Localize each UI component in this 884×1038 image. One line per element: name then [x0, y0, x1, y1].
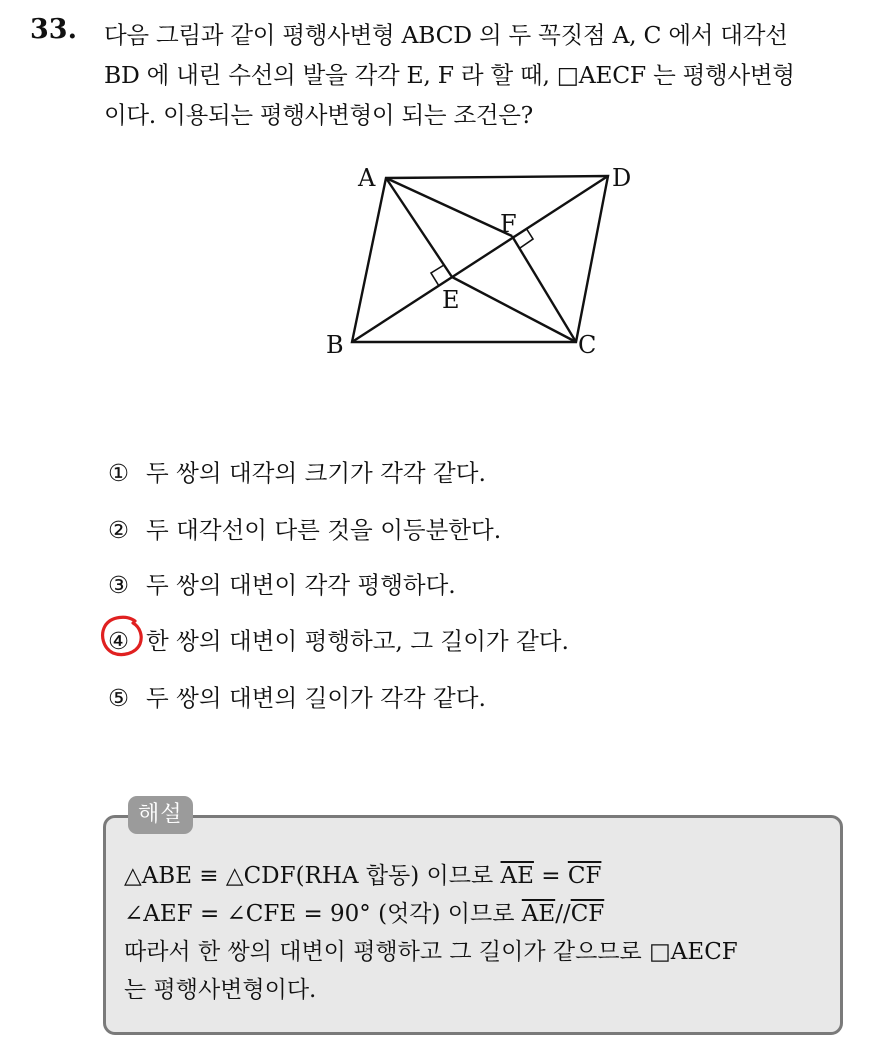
choice-4-number: ④	[108, 627, 130, 655]
parallelogram-figure	[300, 150, 660, 370]
solution-line-4: 는 평행사변형이다.	[124, 977, 317, 1003]
label-d: D	[612, 164, 632, 192]
solution-line-2-text: ∠AEF = ∠CFE = 90° (엇각) 이므로	[124, 901, 522, 927]
label-a: A	[358, 164, 376, 192]
equals-sign: =	[533, 863, 568, 889]
solution-line-1	[124, 857, 601, 890]
choice-2-number: ②	[108, 516, 130, 544]
choice-4[interactable]	[108, 622, 569, 656]
label-e: E	[442, 286, 460, 314]
solution-tab: 해설	[128, 796, 193, 834]
choice-3[interactable]	[108, 566, 456, 600]
choice-5-number: ⑤	[108, 684, 130, 712]
question-text-line-2: BD 에 내린 수선의 발을 각각 E, F 라 할 때, □AECF 는 평행사변형	[104, 61, 795, 89]
solution-line-1-text: △ABE ≡ △CDF(RHA 합동) 이므로	[124, 863, 501, 889]
choice-3-text: 두 쌍의 대변이 각각 평행하다.	[146, 571, 456, 599]
choice-2[interactable]	[108, 511, 501, 545]
question-number: 33.	[30, 14, 77, 45]
label-c: C	[578, 331, 597, 359]
choice-5[interactable]	[108, 679, 486, 713]
choice-1[interactable]	[108, 454, 486, 488]
parallel-sign: //	[555, 901, 571, 927]
choice-3-number: ③	[108, 571, 130, 599]
choice-5-text: 두 쌍의 대변의 길이가 각각 같다.	[146, 684, 486, 712]
choice-4-text: 한 쌍의 대변이 평행하고, 그 길이가 같다.	[146, 627, 569, 655]
question-text-line-3: 이다. 이용되는 평행사변형이 되는 조건은?	[104, 101, 533, 129]
choice-1-text: 두 쌍의 대각의 크기가 각각 같다.	[146, 459, 486, 487]
diagonal-bd	[352, 176, 608, 342]
segment-cf-overline-2: $\overline{CF}$	[570, 901, 605, 927]
label-f: F	[500, 210, 517, 238]
solution-line-2	[124, 895, 604, 928]
segment-ae-overline-2: $\overline{AE}$	[521, 901, 556, 927]
choice-2-text: 두 대각선이 다른 것을 이등분한다.	[146, 516, 502, 544]
answer-mark-circle	[99, 614, 145, 658]
segment-ae-overline: $\overline{AE}$	[500, 863, 534, 889]
segment-cf-overline: $\overline{CF}$	[567, 863, 602, 889]
choice-1-number: ①	[108, 459, 130, 487]
label-b: B	[326, 331, 344, 359]
solution-line-3: 따라서 한 쌍의 대변이 평행하고 그 길이가 같으므로 □AECF	[124, 939, 738, 965]
question-text-line-1: 다음 그림과 같이 평행사변형 ABCD 의 두 꼭짓점 A, C 에서 대각선	[104, 21, 788, 49]
